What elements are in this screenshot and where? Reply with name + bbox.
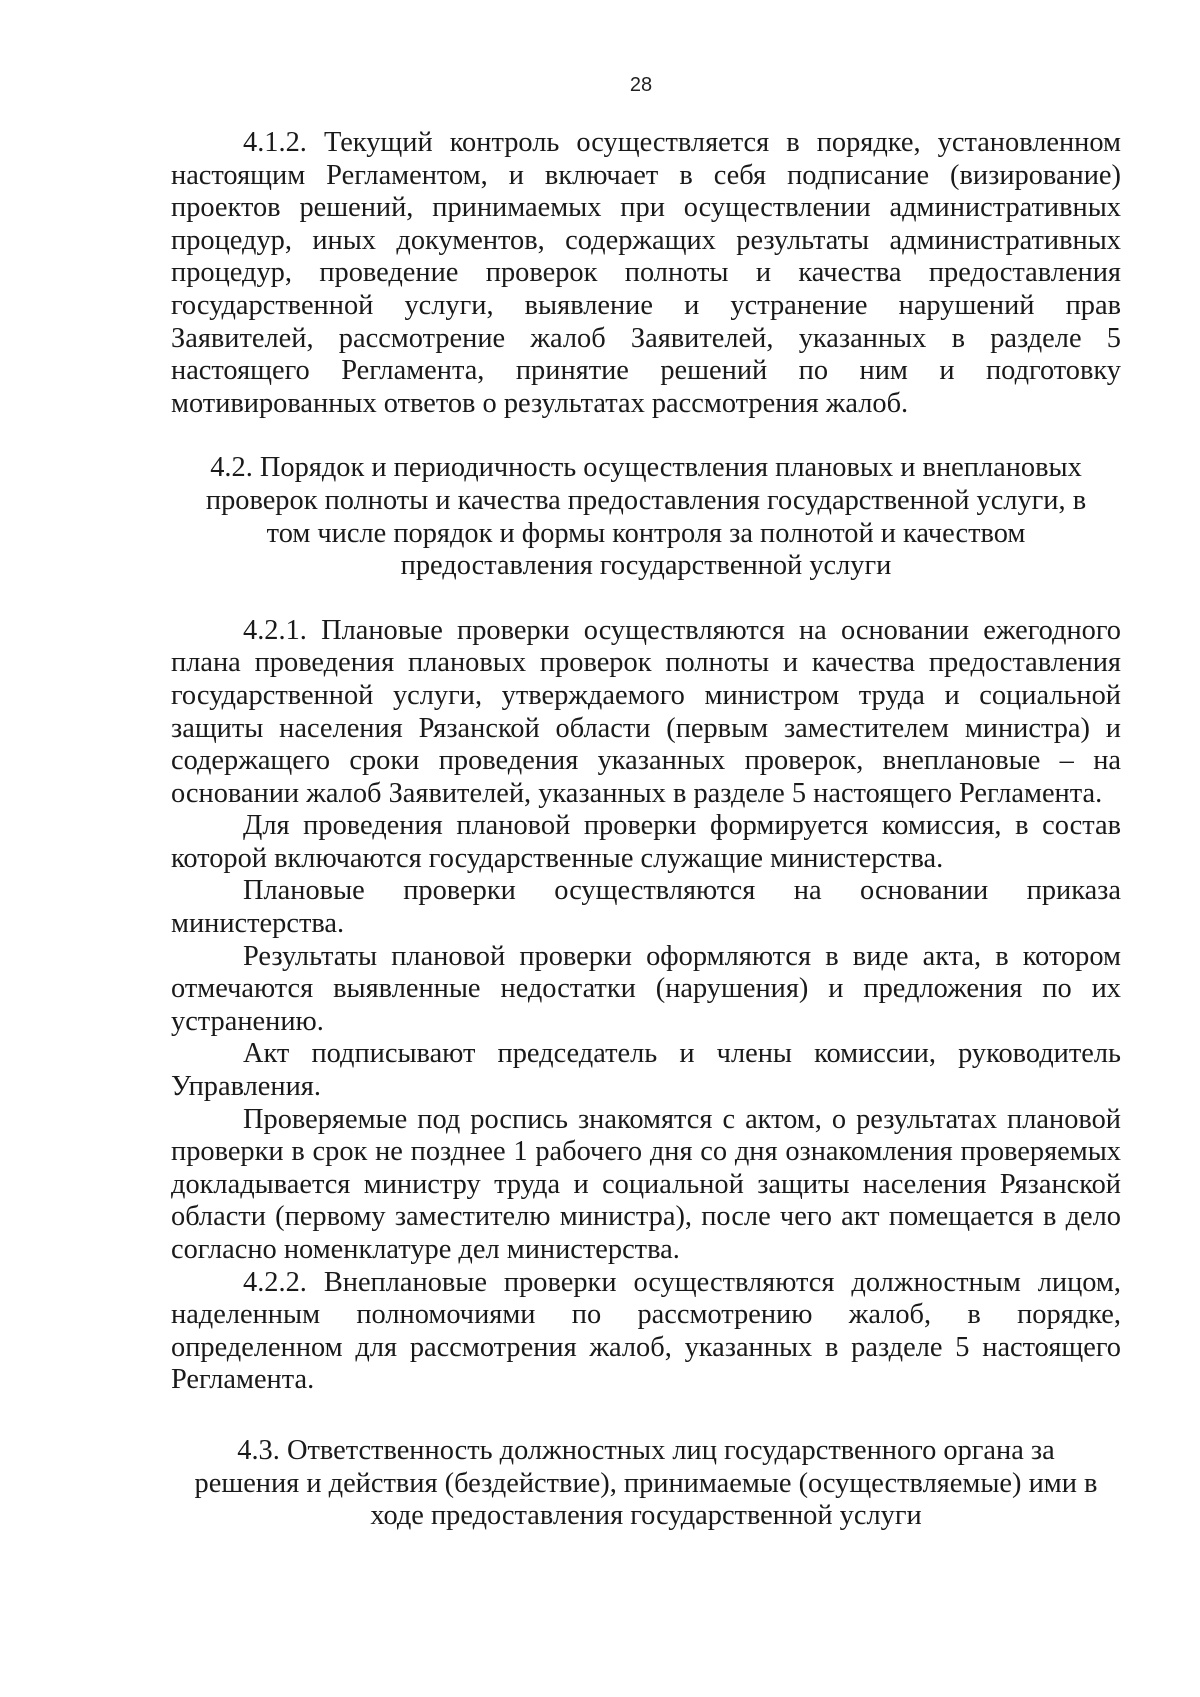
paragraph-order: Плановые проверки осуществляются на основании приказа министерства. [171,875,1121,940]
page-number: 28 [629,74,653,96]
document-body [171,127,1121,1533]
paragraph-familiarize: Проверяемые под роспись знакомятся с актом, о результатах плановой проверки в срок не позднее 1 рабочего дня со дня ознакомления проверяемых докладывается министру труда и социальной защиты населения Рязанской области (первому заместителю министра), после чего акт помещается в дело согласно номенклатуре дел министерства. [171,1103,1121,1265]
paragraph-commission: Для проведения плановой проверки формируется комиссия, в состав которой включаются государственные служащие министерства. [171,810,1121,874]
paragraph-results: Результаты плановой проверки оформляются в виде акта, в котором отмечаются выявленные недостатки (нарушения) и предложения по их устранению. [171,940,1121,1037]
paragraph-4-2-2: 4.2.2. Внеплановые проверки осуществляются должностным лицом, наделенным полномочиями по рассмотрению жалоб, в порядке, определенном для рассмотрения жалоб, указанных в разделе 5 настоящего Регламента. [171,1266,1121,1396]
section-heading-4-2: 4.2. Порядок и периодичность осуществления плановых и внеплановых проверок полноты и качества предоставления государственной услуги, в том числе порядок и формы контроля за полнотой и качеством предоставления государственной услуги [205,452,1087,582]
paragraph-4-1-2: 4.1.2. Текущий контроль осуществляется в порядке, установленном настоящим Регламентом, и включает в себя подписание (визирование) проектов решений, принимаемых при осуществлении административных процедур, иных документов, содержащих результаты административных процедур, проведение проверок полноты и качества предоставления государственной услуги, выявление и устранение нарушений прав Заявителей, рассмотрение жалоб Заявителей, указанных в разделе 5 настоящего Регламента, принятие решений по ним и подготовку мотивированных ответов о результатах рассмотрения жалоб. [171,127,1121,419]
section-heading-4-3: 4.3. Ответственность должностных лиц государственного органа за решения и действия (бездействие), принимаемые (осуществляемые) ими в ходе предоставления государственной услуги [194,1434,1098,1532]
paragraph-act-signed: Акт подписывают председатель и члены комиссии, руководитель Управления. [171,1038,1121,1103]
paragraph-4-2-1: 4.2.1. Плановые проверки осуществляются на основании ежегодного плана проведения плановых проверок полноты и качества предоставления государственной услуги, утверждаемого министром труда и социальной защиты населения Рязанской области (первым заместителем министра) и содержащего сроки проведения указанных проверок, внеплановые – на основании жалоб Заявителей, указанных в разделе 5 настоящего Регламента. [171,614,1121,809]
